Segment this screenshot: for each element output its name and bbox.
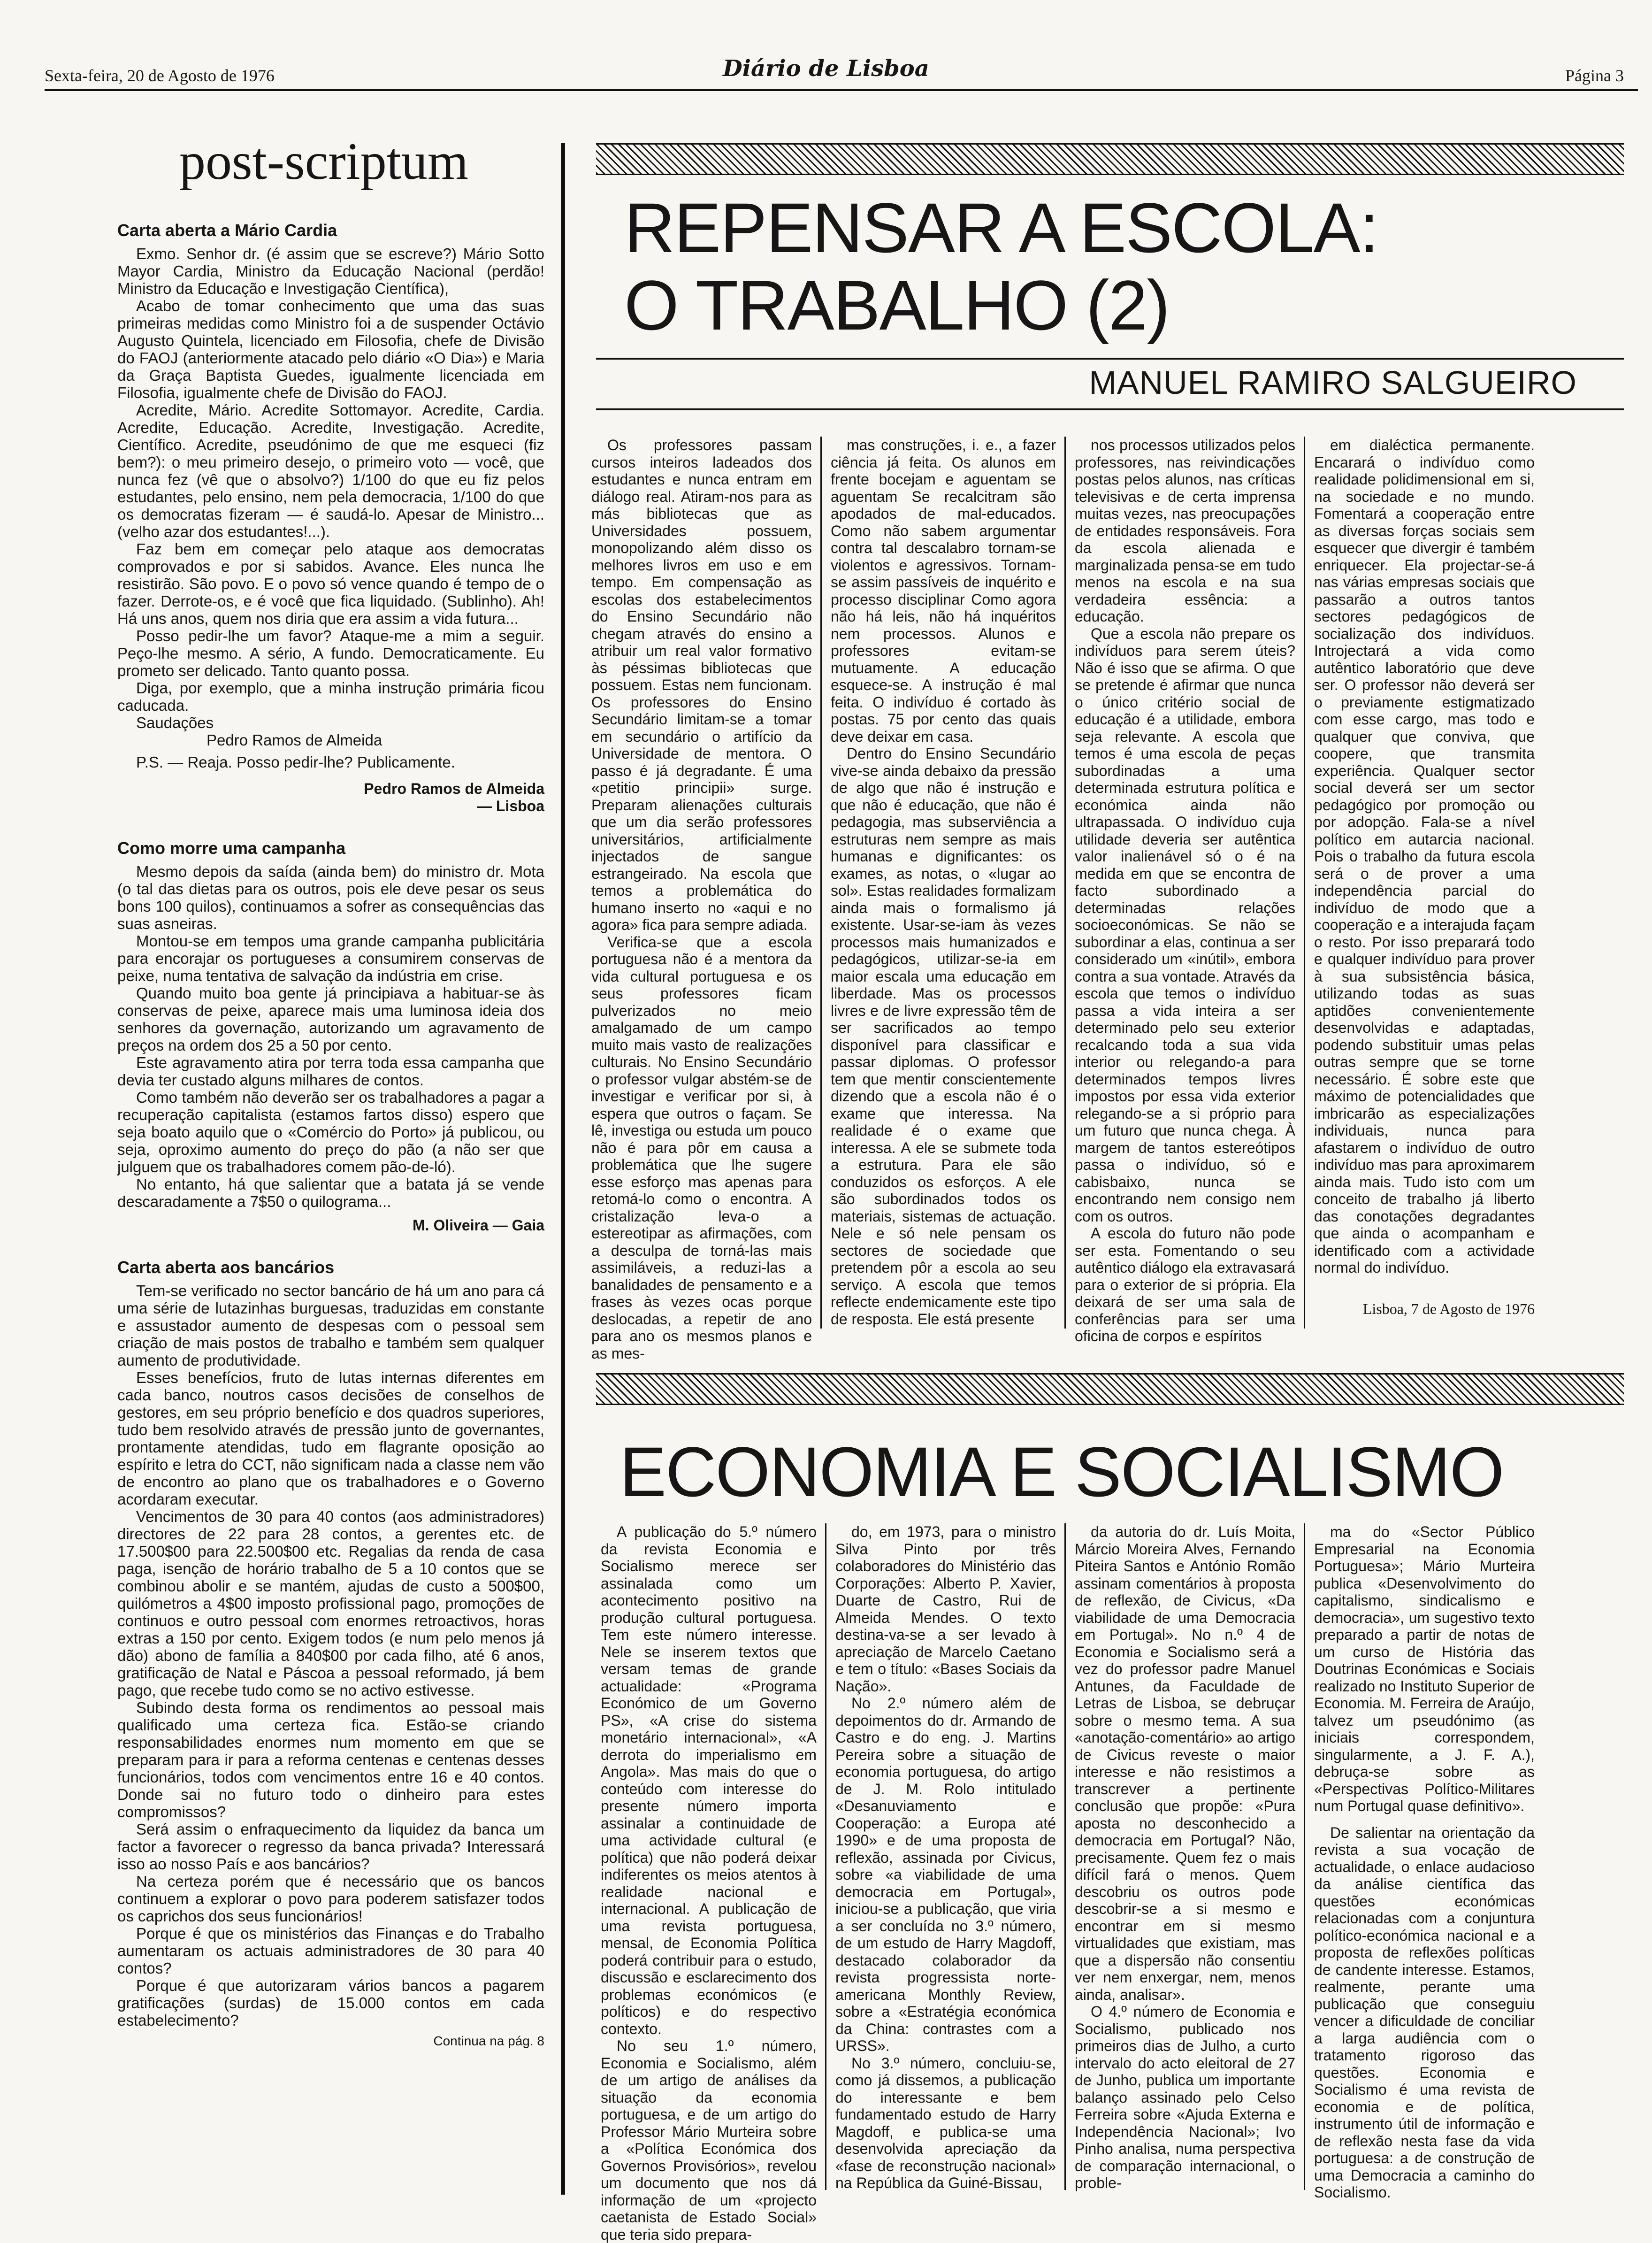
article1-paragraph: Verifica-se que a escola portuguesa não é a mentora da vida cultural portuguesa e os seus professores ficam pulverizados no meio amalgamado de um campo muito mais vasto de realizações culturais. No Ensino Secundário o professor vulgar abstém-se de investigar e verificar por si, à espera que outros o façam. Se lê, investiga ou estuda um pouco não é para pôr em causa a problemática que lhe sugere esse esforço mas apenas para retomá-lo como o encontra. A cristalização leva-o a estereotipar as afirmações, com a desculpa de torná-las mais assimiláveis, a reduzi-las a banalidades de pensamento e a frases às vezes ocas porque deslocadas, a repetir de ano para ano os mesmos planos e as mes- [591, 933, 812, 1362]
article1-signature: Lisboa, 7 de Agosto de 1976 [1362, 1300, 1535, 1317]
article2-hatch-band [596, 1373, 1624, 1405]
article2-paragraph: ma do «Sector Público Empresarial na Economia Portuguesa»; Mário Murteira publica «Desenvolvimento do capitalismo, sindicalismo e democracia», um sugestivo texto preparado a partir de notas de um curso de História das Doutrinas Económicas e Sociais realizado no Instituto Superior de Economia. M. Ferreira de Araújo, talvez um pseudónimo (as iniciais correspondem, singularmente, a J. F. A.), debruça-se sobre as «Perspectivas Político-Militares num Portugal quase definitivo». [1314, 1523, 1535, 1814]
article1-paragraph: mas construções, i. e., a fazer ciência já feita. Os alunos em frente bocejam e aguentam se aguentam Se recalcitram são apodados de mal-educados. Como não sabem argumentar contra tal descalabro tornam-se violentos e agressivos. Tornam-se assim passíveis de inquérito e processo disciplinar Como agora não há leis, não há inquéritos nem processos. Alunos e professores evitam-se mutuamente. A educação esquece-se. A instrução é mal feita. O indivíduo é cortado às postas. 75 por cento das quais deve deixar em casa. [831, 437, 1056, 745]
letter1-closing: Saudações [136, 714, 214, 731]
letter1-heading: Carta aberta a Mário Cardia [117, 221, 337, 240]
article2-title: ECONOMIA E SOCIALISMO [620, 1432, 1504, 1511]
article2-paragraph: De salientar na orientação da revista a sua vocação de actualidade, o enlace audacioso da análise científica das questões económicas relacionadas com a conjuntura político-económica nacional e a proposta de reflexões políticas de candente interesse. Estamos, realmente, perante uma publicação que conseguiu vencer a dificuldade de conciliar a larga audiência com o tratamento rigoroso das questões. Economia e Socialismo é uma revista de economia e de política, instrumento útil de informação e de reflexão nesta fase da vida portuguesa: a de construção de uma Democracia a caminho do Socialismo. [1314, 1824, 1535, 2201]
article2-column-3 [1075, 1523, 1295, 2192]
header-rule [45, 89, 1638, 91]
article2-paragraph: No seu 1.º número, Economia e Socialismo, além de um artigo de análises da situação da economia portuguesa, e de um artigo do Professor Mário Murteira sobre a «Política Económica dos Governos Provisórios», revelou um documento que nos dá informação de um «projecto caetanista de Estado Social» que teria sido prepara- [601, 2037, 817, 2243]
letter2-paragraph: Este agravamento atira por terra toda essa campanha que devia ter custado alguns milhares de contos. [117, 1054, 544, 1089]
article1-title-line1: REPENSAR A ESCOLA: [624, 188, 1378, 267]
newspaper-title: Diário de Lisboa [723, 55, 929, 82]
letter2-heading: Como morre uma campanha [117, 838, 346, 858]
letter2-paragraph: Como também não deverão ser os trabalhadores a pagar a recuperação capitalista (estamos fartos disso) espero que seja boato aquilo que o «Comércio do Porto» já publicou, ou seja, oproximo aumento do preço do pão (a não ser que julguem que os trabalhadores comem pão-de-ló). [117, 1089, 544, 1175]
letter2-signature: M. Oliveira — Gaia [413, 1217, 544, 1234]
article1-author-rule [596, 358, 1624, 360]
article1-author: MANUEL RAMIRO SALGUEIRO [1089, 364, 1577, 401]
article1-paragraph: Dentro do Ensino Secundário vive-se ainda debaixo da pressão de algo que não é instrução e que não é educação, que não é pedagogia, mas subserviência a estruturas nem sempre as mais humanas e dignificantes: os exames, as notas, o «lugar ao sol». Estas realidades formalizam ainda mais o formalismo já existente. Usar-se-iam às vezes processos mais humanizados e pedagógicos, utilizar-se-ia em maior escala uma educação em liberdade. Mas os processos livres e de livre expressão têm de ser sacrificados ao tempo disponível para classificar e passar diplomas. O professor tem que mentir conscientemente dizendo que a escola não é o exame que interessa. Na realidade é o exame que interessa. A ele se submete toda a estrutura. Para ele são conduzidos os esforços. A ele são subordinados todos os materiais, sistemas de actuação. Nele e só nele pensam os sectores de sociedade que pretendem pôr a escola ao seu serviço. A escola que temos reflecte endemicamente este tipo de resposta. Ele está presente [831, 745, 1056, 1328]
article1-col-rule [1304, 437, 1305, 1329]
article2-column-4 [1314, 1523, 1535, 2201]
letter2-body [117, 863, 544, 1210]
letter1-paragraph: Diga, por exemplo, que a minha instrução primária ficou caducada. [117, 679, 544, 714]
letter1-name: Pedro Ramos de Almeida [206, 731, 382, 749]
article2-column-1 [601, 1523, 817, 2243]
article1-column-1 [591, 437, 812, 1362]
letter1-paragraph: Acabo de tomar conhecimento que uma das suas primeiras medidas como Ministro foi a de suspender Octávio Augusto Quintela, licenciado em Filosofia, chefe de Divisão do FAOJ (anteriormente atacado pelo diário «O Dia») e Maria da Graça Baptista Guedes, igualmente licenciada em Filosofia, igualmente chefe de Divisão do FAOJ. [117, 297, 544, 401]
article1-paragraph: nos processos utilizados pelos professores, nas reivindicações postas pelos alunos, nas críticas televisivas e de certa imprensa muitas vezes, nas preocupações de entidades responsáveis. Fora da escola alienada e marginalizada pensa-se em tudo menos na escola e na sua verdadeira essência: a educação. [1075, 437, 1295, 625]
letter1-signature-name: Pedro Ramos de Almeida [364, 780, 544, 797]
letter3-paragraph: Esses benefícios, fruto de lutas internas diferentes em cada banco, noutros casos decisões de conselhos de gestores, em seu próprio benefício e dos quadros superiores, tudo bem resolvido através de pressão junto de governantes, prontamente atendidas, tudo em flagrante oposição ao espírito e letra do CCT, não significam nada a classe nem vão de encontro ao plano que os trabalhadores e o Governo acordaram executar. [117, 1369, 544, 1508]
article1-title-line2: O TRABALHO (2) [624, 266, 1170, 345]
article2-col-rule [1304, 1523, 1305, 2190]
letter1-ps: P.S. — Reaja. Posso pedir-lhe? Publicamente. [136, 753, 455, 771]
article2-paragraph: O 4.º número de Economia e Socialismo, publicado nos primeiros dias de Julho, a curto intervalo do acto eleitoral de 27 de Junho, publica um importante balanço assinado pelo Celso Ferreira sobre «Ajuda Externa e Independência Nacional»; Ivo Pinho analisa, numa perspectiva de comparação internacional, o proble- [1075, 2003, 1295, 2191]
letter3-heading: Carta aberta aos bancários [117, 1258, 335, 1277]
article2-col-rule [825, 1523, 826, 2190]
article2-column-2 [835, 1523, 1056, 2192]
letter2-paragraph: Montou-se em tempos uma grande campanha publicitária para encorajar os portugueses a consumirem conservas de peixe, numa tentativa de salvação da indústria em crise. [117, 932, 544, 984]
letter1-paragraph: Posso pedir-lhe um favor? Ataque-me a mim a seguir. Peço-lhe mesmo. A sério, A fundo. Democraticamente. Eu prometo ser delicado. Tanto quanto possa. [117, 627, 544, 679]
article1-paragraph: Os professores passam cursos inteiros ladeados dos estudantes e nunca entram em diálogo real. Atiram-nos para as más bibliotecas que as Universidades possuem, monopolizando além disso os melhores livros em uso e em tempo. Em compensação as escolas dos estabelecimentos do Ensino Secundário não chegam através do ensino a atribuir um real valor formativo às péssimas bibliotecas que possuem. Estas nem funcionam. Os professores do Ensino Secundário limitam-se a tomar em secundário o artifício da Universidade de mentora. O passo é já degradante. É uma «petitio principii» surge. Preparam alienações culturais que um dia serão professores universitários, artificialmente injectados de sangue estrangeirado. Na escola que temos a problemática do humano inserto no «aqui e no agora» fica para sempre adiada. [591, 437, 812, 933]
letter3-paragraph: Tem-se verificado no sector bancário de há um ano para cá uma série de lutazinhas burguesas, traduzidas em constante e assustador aumento de despesas com o pessoal sem criação de mais postos de trabalho e também sem qualquer aumento de produtividade. [117, 1282, 544, 1369]
continue-note: Continua na pág. 8 [433, 2034, 544, 2048]
article2-paragraph: do, em 1973, para o ministro Silva Pinto por três colaboradores do Ministério das Corporações: Alberto P. Xavier, Duarte de Castro, Rui de Almeida Mendes. O texto destina-va-se a ser levado à apreciação de Marcelo Caetano e tem o título: «Bases Sociais da Nação». [835, 1523, 1056, 1695]
letter2-paragraph: Quando muito boa gente já principiava a habituar-se às conservas de peixe, aparece mais uma luminosa ideia dos senhores da governação, autorizando um agravamento de preços na ordem dos 25 a 50 por cento. [117, 984, 544, 1054]
article1-column-4 [1314, 437, 1535, 1276]
article1-body-rule [596, 408, 1624, 410]
article2-col-rule [1064, 1523, 1066, 2190]
letter1-body [117, 245, 544, 771]
article1-paragraph: A escola do futuro não pode ser esta. Fomentando o seu autêntico diálogo ela extravasará para o exterior de si própria. Ela deixará de ser uma sala de conferências para ser uma oficina de corpos e espíritos [1075, 1225, 1295, 1344]
letter1-signature-place: — Lisboa [476, 798, 544, 814]
column-divider [561, 143, 565, 2195]
letter3-paragraph: Na certeza porém que é necessário que os bancos continuem a explorar o povo para poderem satisfazer todos os caprichos dos seus funcionários! [117, 1873, 544, 1925]
article1-paragraph: em dialéctica permanente. Encarará o indivíduo como realidade polidimensional em si, na sociedade e no mundo. Fomentará a cooperação entre as diversas forças sociais sem esquecer que divergir é também enriquecer. Ela projectar-se-á nas várias empresas sociais que passarão a outros tantos sectores pedagógicos de socialização dos indivíduos. Introjectará a vida como autêntico laboratório que deve ser. O professor não deverá ser o previamente estigmatizado com esse cargo, mas todo e qualquer que conviva, que coopere, que transmita experiência. Qualquer sector social deverá ser um sector pedagógico por promoção ou por adopção. Fala-se a nível político em autarcia nacional. Pois o trabalho da futura escola será o de prover a uma independência parcial do indivíduo de modo que a cooperação e a interajuda façam o resto. Por isso preparará todo e qualquer indivíduo para prover à sua subsistência básica, utilizando todas as suas aptidões convenientemente desenvolvidas e adaptadas, podendo substituir umas pelas outras sempre que se torne necessário. É sobre este que máximo de potencialidades que imbricarão as especializações individuais, nunca para afastarem o indivíduo de outro indivíduo mas para aproximarem ainda mais. Tudo isto com um conceito de trabalho já liberto das conotações degradantes que ainda o acompanham e identificado com a actividade normal do indivíduo. [1314, 437, 1535, 1276]
article1-col-rule [1064, 437, 1066, 1329]
article2-paragraph: No 2.º número além de depoimentos do dr. Armando de Castro e do eng. J. Martins Pereira sobre a situação de economia portuguesa, do artigo de J. M. Rolo intitulado «Desanuviamento e Cooperação: a Europa até 1990» e de uma proposta de reflexão, assinada por Civicus, sobre «a viabilidade de uma democracia em Portugal», iniciou-se a publicação, que viria a ser concluída no 3.º número, de um estudo de Harry Magdoff, destacado colaborador da revista progressista norte-americana Monthly Review, sobre a «Estratégia económica da China: contrastes com a URSS». [835, 1695, 1056, 2054]
letter2-paragraph: No entanto, há que salientar que a batata já se vende descaradamente a 7$50 o quilograma... [117, 1175, 544, 1210]
article2-paragraph: A publicação do 5.º número da revista Economia e Socialismo merece ser assinalada como um acontecimento positivo na produção cultural portuguesa. Tem este número interesse. Nele se inserem textos que versam temas de grande actualidade: «Programa Económico de um Governo PS», «A crise do sistema monetário internacional», «A derrota do imperialismo em Angola». Mas mais do que o conteúdo com interesse do presente número importa assinalar a continuidade de uma actividade cultural (e política) que não poderá deixar indiferentes os meios atentos à realidade nacional e internacional. A publicação de uma revista portuguesa, mensal, de Economia Política poderá contribuir para o estudo, discussão e esclarecimento dos problemas económicos (e políticos) e do respectivo contexto. [601, 1523, 817, 2037]
article1-column-3 [1075, 437, 1295, 1345]
page-number: Página 3 [1565, 66, 1624, 85]
letter1-paragraph: Acredite, Mário. Acredite Sottomayor. Acredite, Cardia. Acredite, Educação. Acredite, Investigação. Acredite, Científico. Acredite, pseudónimo de que me esqueci (fiz bem?): o meu primeiro desejo, o primeiro voto — você, que nunca fez (vê que o absolvo?) 1/100 do que eu fiz pelos estudantes, pelo ensino, nem pela democracia, 1/100 do que os democratas fizeram — é saudá-lo. Apesar de Ministro...(velho azar dos estudantes!...). [117, 401, 544, 540]
postscriptum-column [117, 221, 544, 2049]
article1-col-rule [820, 437, 822, 1329]
letter3-paragraph: Será assim o enfraquecimento da liquidez da banca um factor a favorecer o regresso da banca privada? Interessará isso ao nosso País e aos bancários? [117, 1821, 544, 1873]
article2-paragraph: da autoria do dr. Luís Moita, Márcio Moreira Alves, Fernando Piteira Santos e António Romão assinam comentários à proposta de reflexão, de Civicus, «Da viabilidade de uma Democracia em Portugal». No n.º 4 de Economia e Socialismo será a vez do professor padre Manuel Antunes, da Faculdade de Letras de Lisboa, se debruçar sobre o mesmo tema. A sua «anotação-comentário» ao artigo de Civicus reveste o maior interesse e não resistimos a transcrever a pertinente conclusão que propõe: «Pura aposta no desconhecido a democracia em Portugal? Não, precisamente. Quem fez o mais difícil fará o menos. Quem descobriu os outros pode descobrir-se a si mesmo e encontrar em si mesmo virtualidades que existiam, mas que a dispersão não consentiu ver nem enxergar, nem, menos ainda, analisar». [1075, 1523, 1295, 2003]
header-date: Sexta-feira, 20 de Agosto de 1976 [45, 66, 275, 85]
postscriptum-title: post-scriptum [179, 132, 468, 191]
letter3-paragraph: Vencimentos de 30 para 40 contos (aos administradores) directores de 22 para 28 contos, a gerentes etc. de 17.500$00 para 22.500$00 etc. Regalias da renda de casa paga, isenção de horário trabalho de 5 a 10 contos que se combinou abolir e se mantém, ajudas de custo a 500$00, quilómetros a 4$00 imposto profissional pago, promoções de continuos e outro pessoal com enormes retroactivos, horas extras a 150 por cento. Exigem todos (e num pelo menos já dão) abono de família a 840$00 por cada filho, até 6 anos, gratificação de Natal e Páscoa a pessoal reformado, já bem pago, que recebe tudo como se no activo estivesse. [117, 1508, 544, 1699]
letter1-paragraph: Faz bem em começar pelo ataque aos democratas comprovados e por si sabidos. Avance. Eles nunca lhe resistirão. São povo. E o povo só vence quando é tempo de o fazer. Derrote-os, e é você que fica liquidado. (Sublinho). Ah! Há uns anos, quem nos diria que era assim a vida futura... [117, 540, 544, 627]
letter1-paragraph: Exmo. Senhor dr. (é assim que se escreve?) Mário Sotto Mayor Cardia, Ministro da Educação Nacional (perdão! Ministro da Educação e Investigação Científica), [117, 245, 544, 297]
letter2-paragraph: Mesmo depois da saída (ainda bem) do ministro dr. Mota (o tal das dietas para os outros, pois ele deve pesar os seus bons 100 quilos), continuamos a sofrer as consequências das suas asneiras. [117, 863, 544, 932]
article1-hatch-band [596, 143, 1624, 175]
article1-paragraph: Que a escola não prepare os indivíduos para serem úteis? Não é isso que se afirma. O que se pretende é afirmar que nunca o único critério social de educação é a utilidade, embora seja relevante. A escola que temos é uma escola de peças subordinadas a uma determinada estrutura política e económica ainda não ultrapassada. O indivíduo cuja utilidade deveria ser autêntica valor inalienável só o é na medida em que se encontra de facto subordinado a determinadas relações socioeconómicas. Se não se subordinar a elas, continua a ser considerado um «inútil», embora contra a sua vontade. Através da escola que temos o indivíduo passa a vida inteira a ser determinado pelo seu exterior recalcando toda a sua vida interior ou relegando-a para determinados tempos livres impostos por essa vida exterior relegando-se a si próprio para um futuro que nunca chega. À margem de tantos estereótipos passa o indivíduo, só e cabisbaixo, nunca se encontrando nem consigo nem com os outros. [1075, 625, 1295, 1225]
article2-paragraph: No 3.º número, concluiu-se, como já dissemos, a publicação do interessante e bem fundamentado estudo de Harry Magdoff, e publica-se uma desenvolvida apreciação da «fase de reconstrução nacional» na República da Guiné-Bissau, [835, 2054, 1056, 2191]
letter3-paragraph: Porque é que os ministérios das Finanças e do Trabalho aumentaram os actuais administradores de 30 para 40 contos? [117, 1925, 544, 1977]
letter3-body [117, 1282, 544, 2029]
article1-column-2 [831, 437, 1056, 1328]
letter3-paragraph: Porque é que autorizaram vários bancos a pagarem gratificações (surdas) de 15.000 contos em cada estabelecimento? [117, 1977, 544, 2029]
letter3-paragraph: Subindo desta forma os rendimentos ao pessoal mais qualificado uma certeza fica. Estão-se criando responsabilidades enormes num momento em que se preparam para ir para a reforma centenas e centenas desses funcionários, todos com vencimentos entre 16 e 40 contos. Donde sai no futuro todo o dinheiro para estes compromissos? [117, 1699, 544, 1821]
